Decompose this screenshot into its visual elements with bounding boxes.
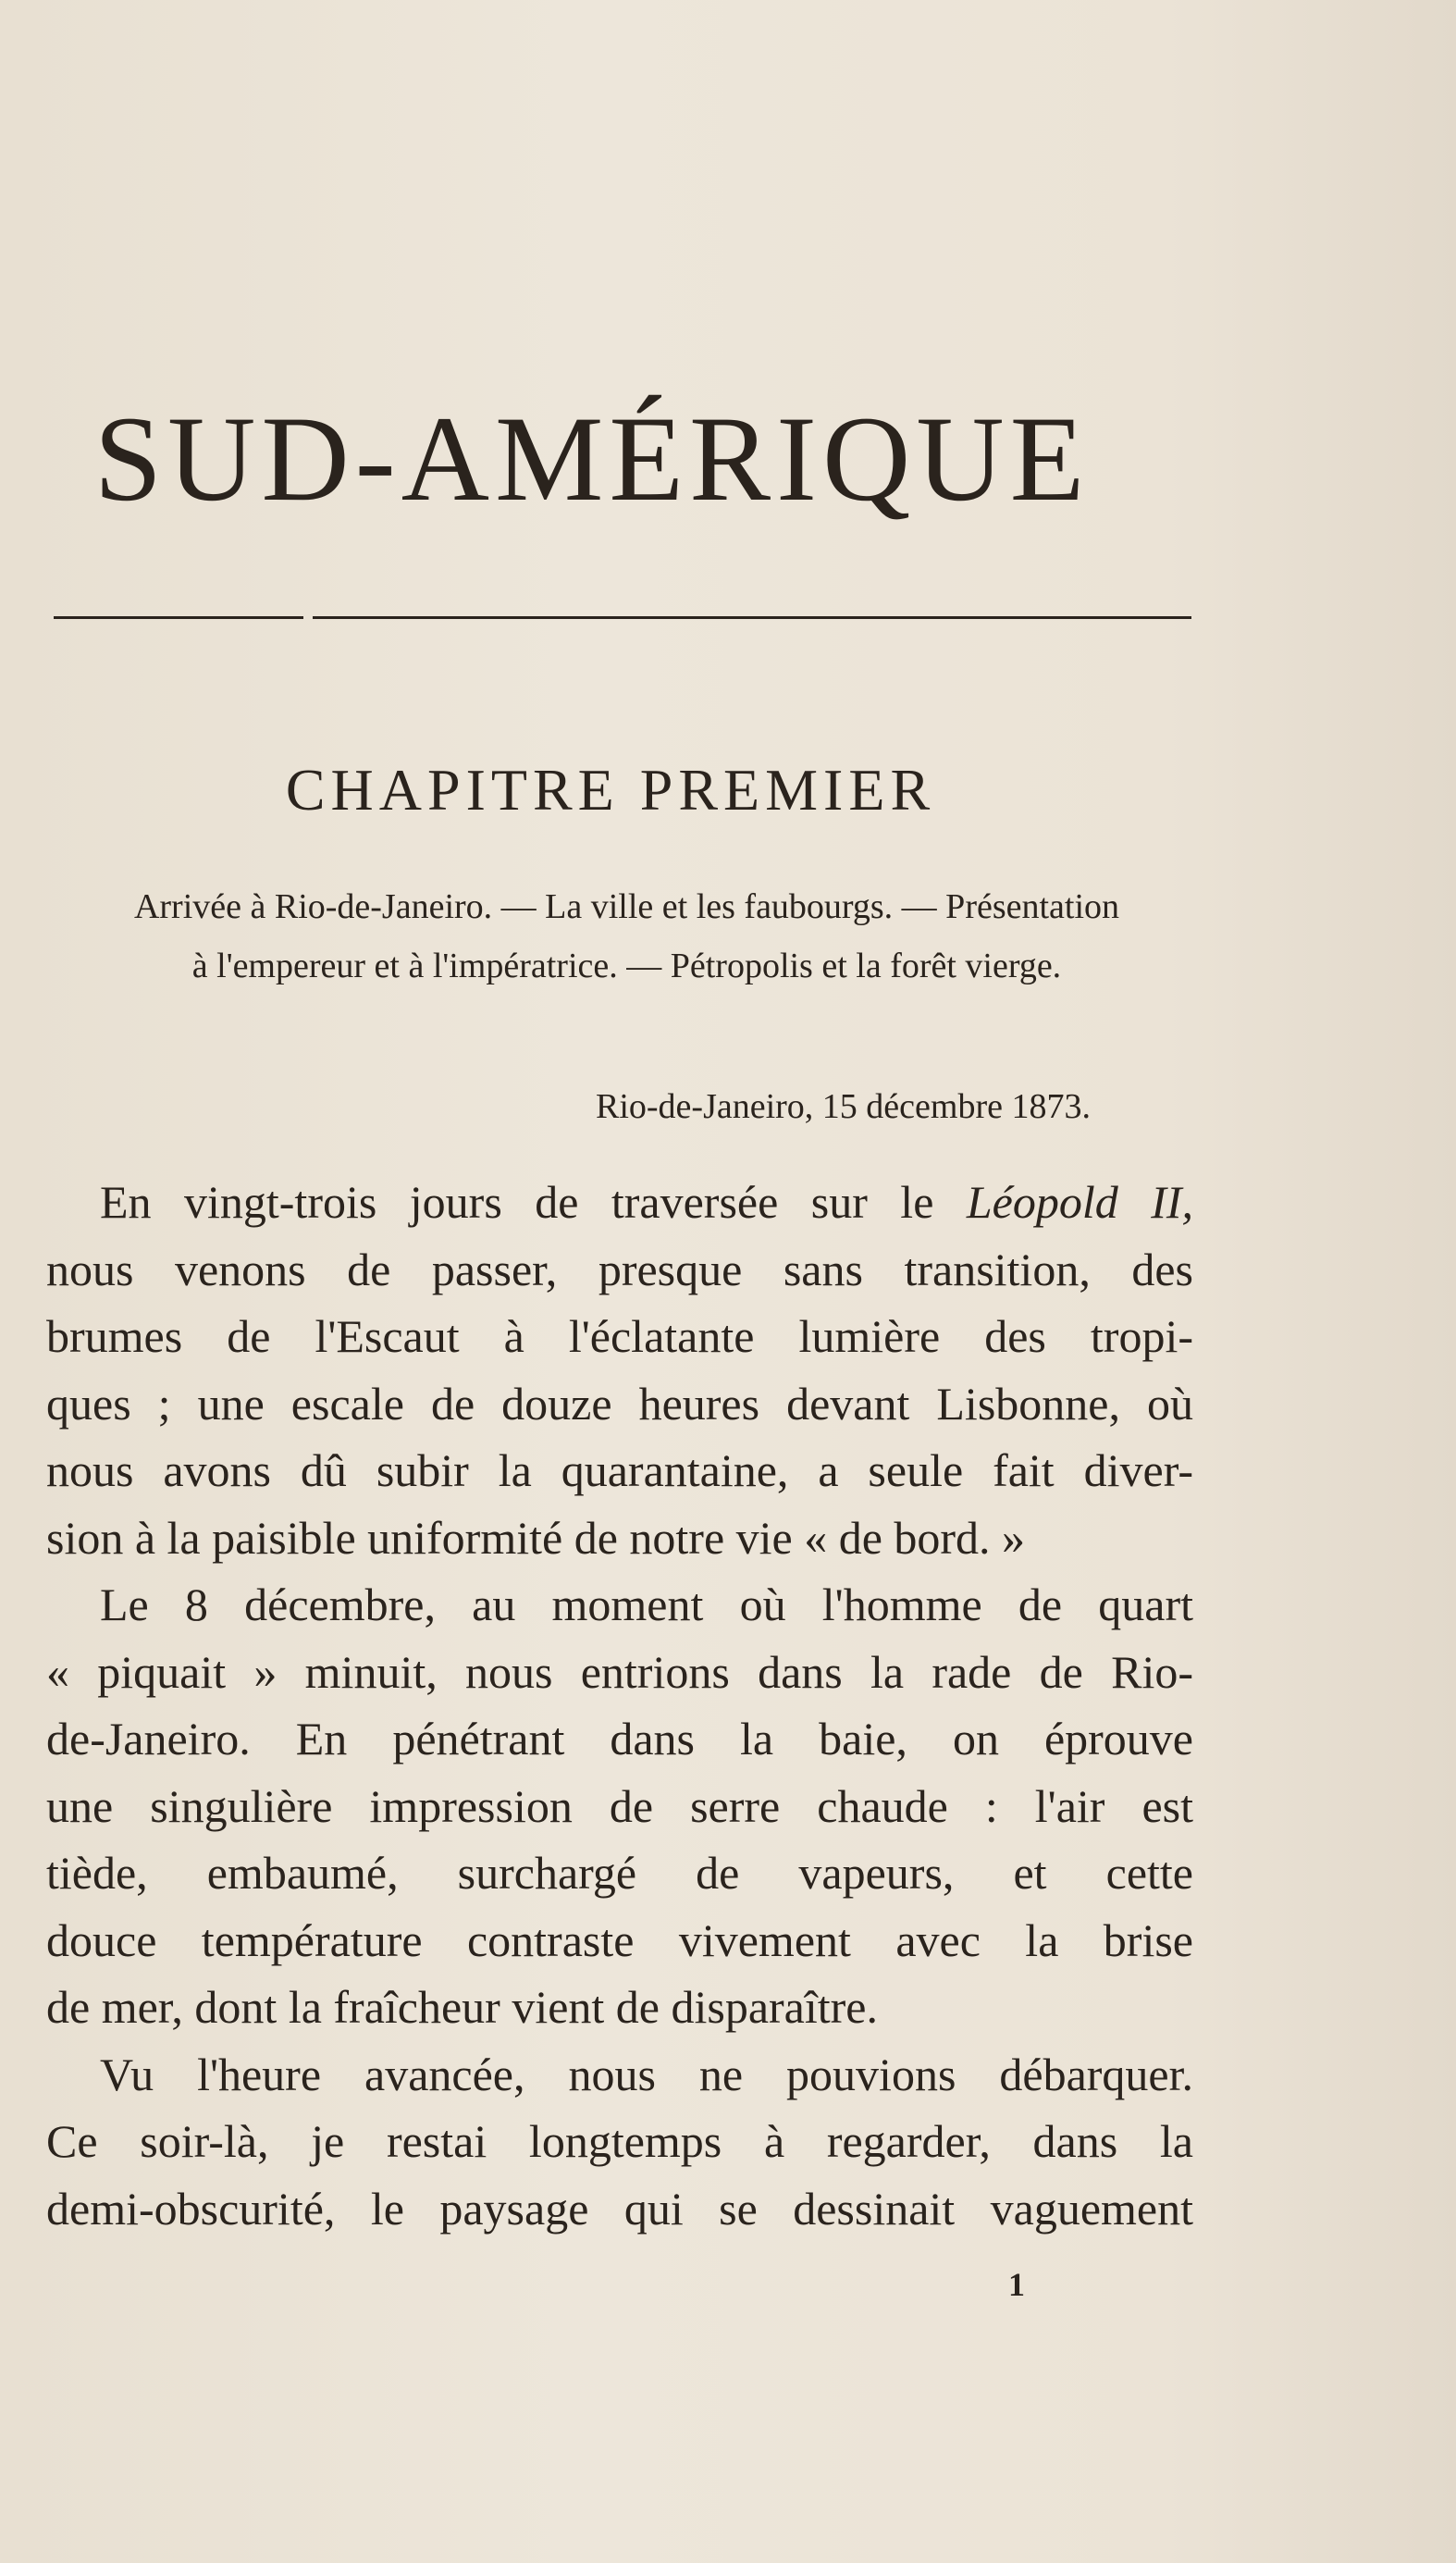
text-line: nous avons dû subir la quarantaine, a seule fait diver- [46, 1444, 1193, 1496]
book-title: SUD-AMÉRIQUE [93, 390, 1091, 526]
summary-line: à l'empereur et à l'impératrice. — Pétropolis et la forêt vierge. [191, 947, 1062, 985]
text-span: En vingt-trois jours de traversée sur le [100, 1176, 934, 1228]
text-line: Le 8 décembre, au moment où l'homme de quart [100, 1579, 1193, 1630]
text-line: Ce soir-là, je restai longtemps à regarder, dans la [46, 2115, 1193, 2167]
text-line: une singulière impression de serre chaude : l'air est [46, 1779, 1193, 1832]
text-line: brumes de l'Escaut à l'éclatante lumière des tropi- [46, 1310, 1193, 1362]
page-number: 1 [1008, 2266, 1025, 2303]
text-line: ques ; une escale de douze heures devant Lisbonne, où [46, 1377, 1193, 1430]
dateline: Rio-de-Janeiro, 15 décembre 1873. [596, 1087, 1091, 1126]
chapter-heading: CHAPITRE PREMIER [285, 757, 936, 823]
title-rule-right [313, 616, 1191, 619]
text-line: sion à la paisible uniformité de notre vie « de bord. » [46, 1511, 1026, 1564]
text-line: nous venons de passer, presque sans transition, des [46, 1243, 1193, 1295]
title-rule-left [54, 616, 303, 619]
summary-line: Arrivée à Rio-de-Janeiro. — La ville et les faubourgs. — Présentation [133, 887, 1120, 926]
text-line: Vu l'heure avancée, nous ne pouvions débarquer. [100, 2048, 1193, 2100]
text-line: douce température contraste vivement avec la brise [46, 1913, 1193, 1966]
text-line: de mer, dont la fraîcheur vient de disparaître. [46, 1981, 878, 2033]
ship-name: Léopold II, [966, 1176, 1193, 1228]
body-text [46, 1169, 1193, 2242]
text-line [46, 1169, 1193, 1236]
text-line: « piquait » minuit, nous entrions dans la rade de Rio- [46, 1645, 1193, 1698]
chapter-summary [51, 877, 1203, 996]
text-line: tiède, embaumé, surchargé de vapeurs, et cette [46, 1847, 1193, 1899]
text-line: demi-obscurité, le paysage qui se dessinait vaguement [46, 2182, 1193, 2235]
text-line: de-Janeiro. En pénétrant dans la baie, on éprouve [46, 1713, 1193, 1764]
